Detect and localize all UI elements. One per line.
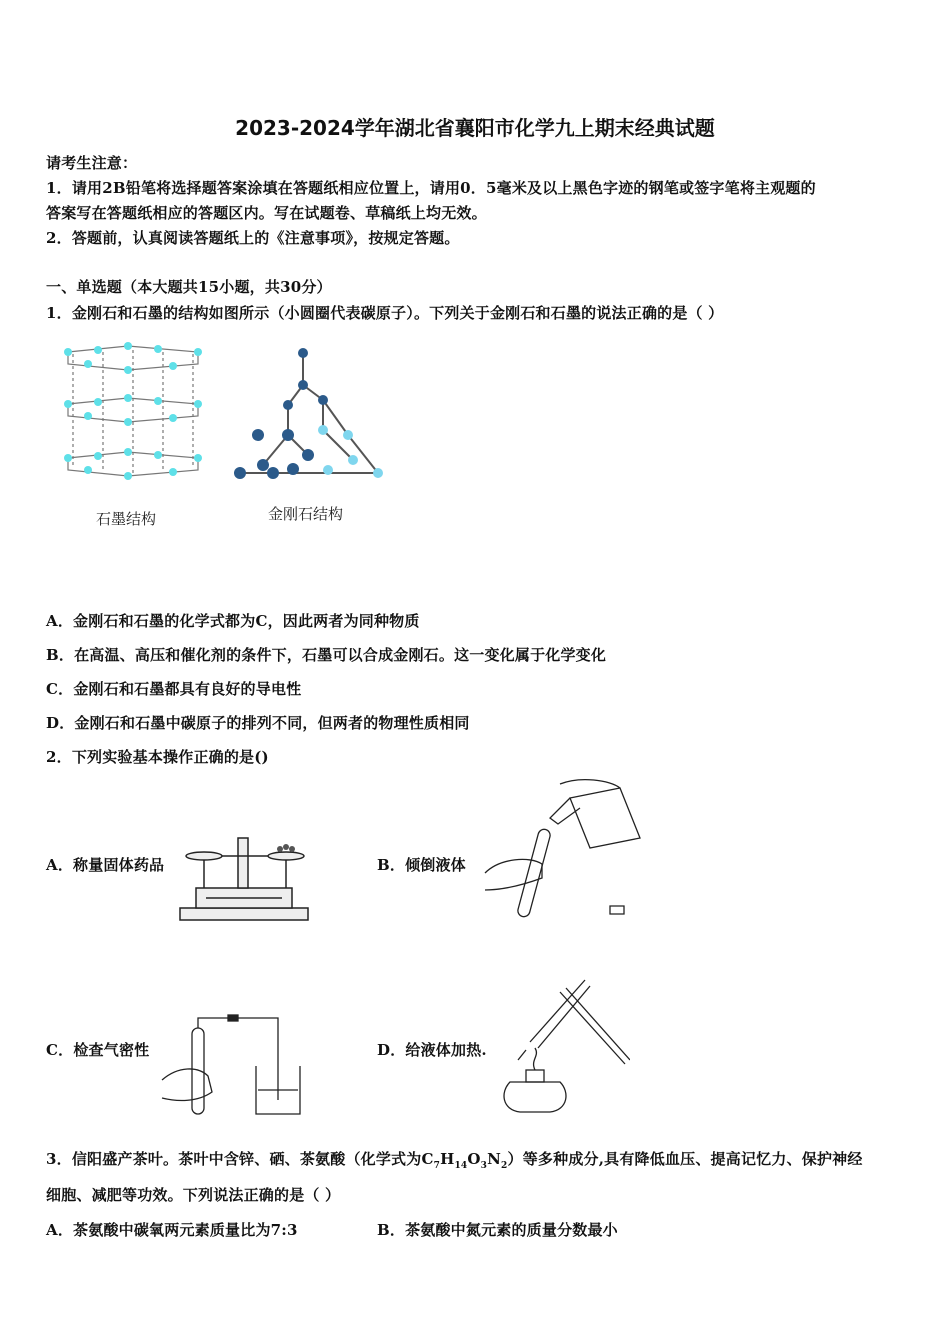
graphite-caption: 石墨结构 — [96, 510, 157, 528]
notice-line: 2．答题前，认真阅读答题纸上的《注意事项》，按规定答题。 — [46, 229, 460, 247]
q1-option-b: B．在高温、高压和催化剂的条件下，石墨可以合成金刚石。这一变化属于化学变化 — [46, 646, 607, 664]
notice-heading: 请考生注意： — [46, 154, 138, 172]
balance-scale-image — [176, 832, 312, 924]
q1-option-c: C．金刚石和石墨都具有良好的导电性 — [46, 680, 302, 698]
question-2-stem: 2．下列实验基本操作正确的是() — [46, 748, 269, 766]
diamond-caption: 金刚石结构 — [268, 505, 344, 523]
q3-formula: $C_7H_{14}O_3N_2$ — [421, 1150, 508, 1171]
q1-option-a: A．金刚石和石墨的化学式都为C，因此两者为同种物质 — [46, 612, 420, 630]
notice-line: 1．请用2B铅笔将选择题答案涂填在答题纸相应位置上，请用0．5毫米及以上黑色字迹的钢笔或签字笔将主观题的 — [46, 179, 816, 197]
notice-line: 答案写在答题纸相应的答题区内。写在试题卷、草稿纸上均无效。 — [46, 204, 487, 222]
q2-option-c: C．检查气密性 — [46, 1041, 150, 1059]
airtightness-check-image — [158, 1010, 308, 1118]
section-heading: 一、单选题（本大题共15小题，共30分） — [46, 278, 332, 296]
q3-option-b: B．茶氨酸中氮元素的质量分数最小 — [377, 1221, 618, 1239]
q2-option-b: B．倾倒液体 — [377, 856, 466, 874]
diamond-structure-image — [228, 345, 388, 485]
q3-option-a: A．茶氨酸中碳氧两元素质量比为7:3 — [46, 1221, 298, 1239]
q3-stem-part: ）等多种成分,具有降低血压、提高记忆力、保护神经 — [507, 1150, 863, 1168]
pouring-liquid-image — [480, 778, 650, 926]
question-1-stem: 1．金刚石和石墨的结构如图所示（小圆圈代表碳原子）。下列关于金刚石和石墨的说法正确的是（ ） — [46, 304, 724, 322]
question-3-stem-line2: 细胞、减肥等功效。下列说法正确的是（ ） — [46, 1186, 341, 1204]
page-title: 2023-2024学年湖北省襄阳市化学九上期末经典试题 — [235, 116, 715, 140]
q2-option-a: A．称量固体药品 — [46, 856, 165, 874]
question-3-stem-line1 — [46, 1148, 863, 1171]
graphite-structure-image — [58, 342, 213, 492]
q2-option-d: D．给液体加热. — [377, 1041, 487, 1059]
heating-liquid-image — [490, 972, 630, 1116]
q1-option-d: D．金刚石和石墨中碳原子的排列不同，但两者的物理性质相同 — [46, 714, 470, 732]
q3-stem-part: 3．信阳盛产茶叶。茶叶中含锌、硒、茶氨酸（化学式为 — [46, 1150, 422, 1168]
